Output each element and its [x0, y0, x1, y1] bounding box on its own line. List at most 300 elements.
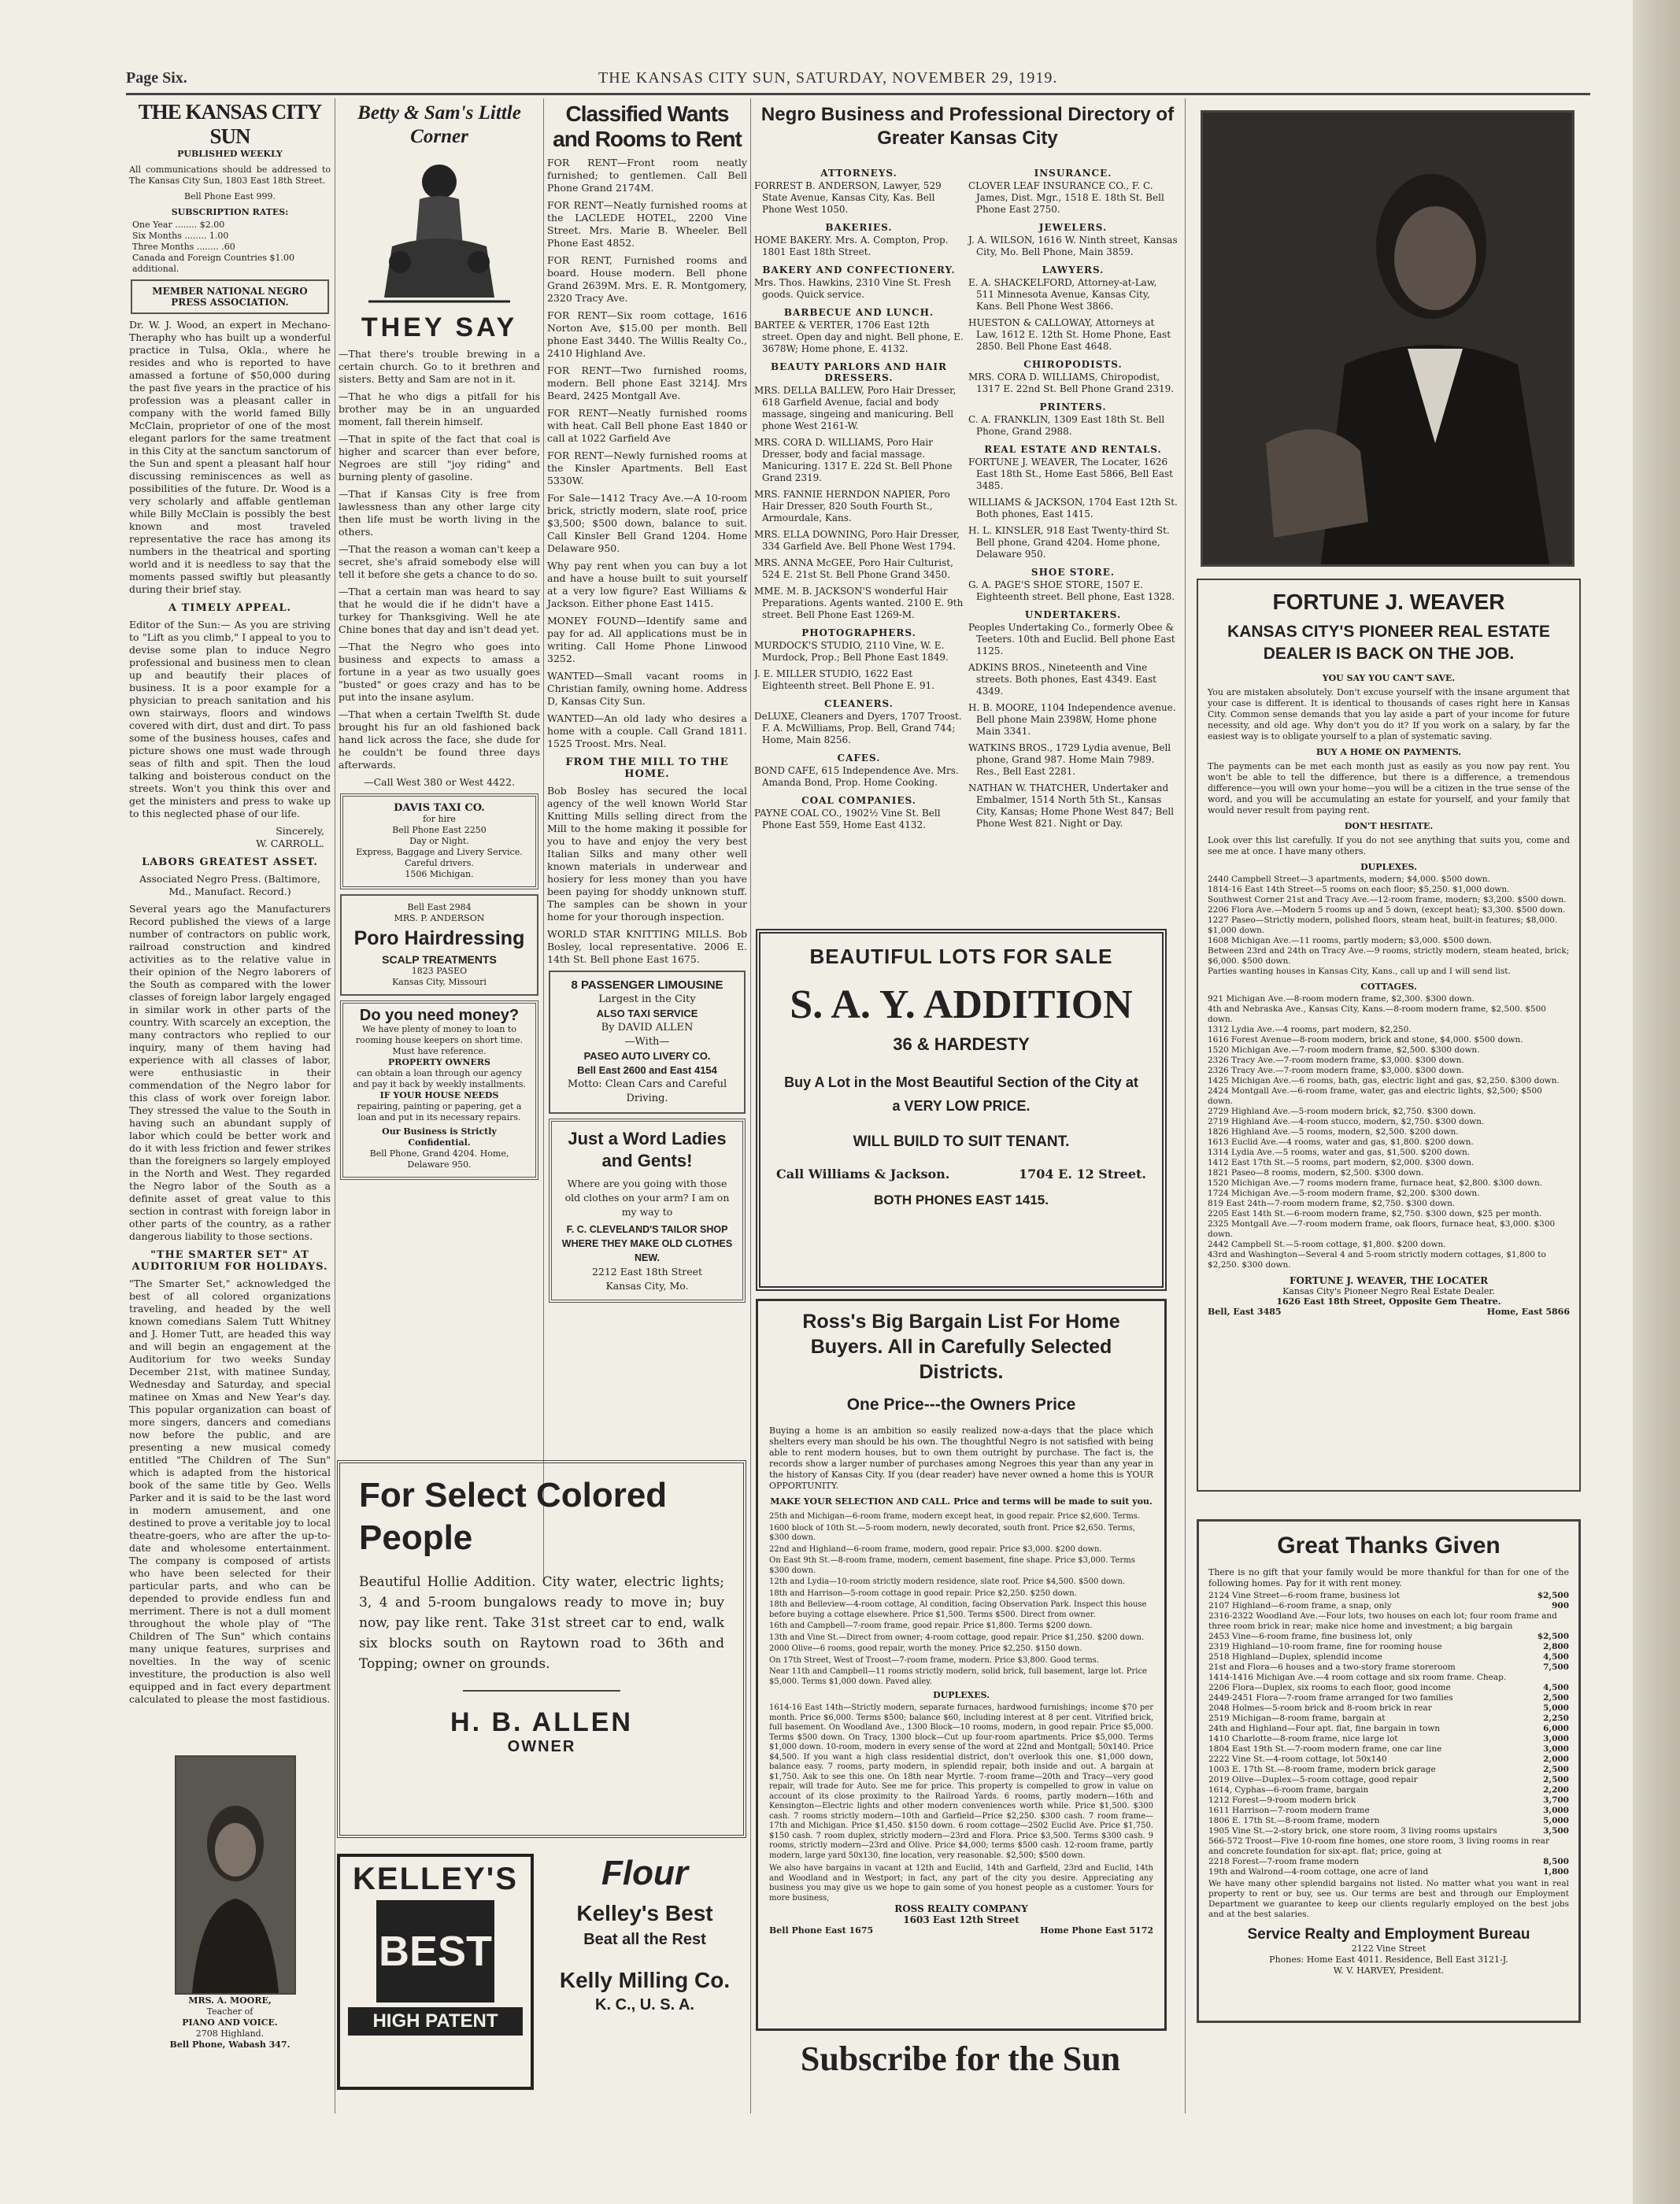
mill-signature: WORLD STAR KNITTING MILLS. Bob Bosley, local representative. 2006 E. 14th St. Bell phone East 1675. — [547, 928, 747, 965]
story-dr-wood: Dr. W. J. Wood, an expert in Mechano-Theraphy who has built up a wonderful practice in Tulsa, Okla., where he resides and who is reported to have amassed a fortune of $50,000 during the past five years in the practice of his profession was a pleasant caller in company with the world famed Billy McClain, proprietor of one of the most elegant parlors for the same treatment in this City at the sanctum sanctorum of the Sun and spent a pleasant half hour discussing reminiscences as well as possibilities of the future. Dr. Wood is a very scholarly and affable gentleman while Billy McClain is possibly the best known and most traveled representative the race has among its numbers in the theatrical and sporting world and it is needless to say that the moments passed swiftly but pleasantly during their brief stay. — [129, 319, 331, 595]
listing-description: 1410 Charlotte—8-room frame, nice large lot — [1208, 1734, 1398, 1744]
cottage-listing: 2719 Highland Ave.—4-room stucco, modern, $2,750. $300 down. — [1208, 1117, 1485, 1126]
listing-price: 900 — [1552, 1601, 1569, 1610]
weaver-headline: KANSAS CITY'S PIONEER REAL ESTATE DEALER IS BACK ON THE JOB. — [1227, 623, 1550, 663]
directory-category: PRINTERS. — [1039, 401, 1107, 412]
directory-right — [968, 161, 1178, 834]
directory-listing: H. B. MOORE, 1104 Independence avenue. Bell phone Main 2398W, Home phone Main 3341. — [968, 702, 1176, 737]
thanks-phones: Phones: Home East 4011. Residence, Bell East 3121-J. — [1269, 1954, 1508, 1965]
allen-body: Beautiful Hollie Addition. City water, electric lights; 3, 4 and 5-room bungalows ready to move in; buy now, pay like rent. Take 31st street car to end, walk six blocks south on Raytown road to 36th and Topping; owner on grounds. — [359, 1574, 724, 1672]
listing-price: 2,000 — [1543, 1755, 1569, 1764]
listing-price: 2,250 — [1543, 1714, 1569, 1723]
ross-heading: Ross's Big Bargain List For Home Buyers. All in Carefully Selected Districts. — [802, 1311, 1120, 1383]
gossip-item: —That when a certain Twelfth St. dude brought his fur an old fashioned back hand lick across the face, she dude for he couldn't be found three days afterwards. — [339, 708, 540, 771]
cottage-listing: 1312 Lydia Ave.—4 rooms, part modern, $2,250. — [1208, 1025, 1412, 1034]
ross-address: 1603 East 12th Street — [903, 1914, 1019, 1925]
appeal-signature: W. CARROLL. — [256, 838, 324, 849]
poro-phone: Bell East 2984 — [407, 902, 472, 912]
listing-price: 4,500 — [1543, 1652, 1569, 1662]
listing-price: 2,500 — [1543, 1693, 1569, 1703]
limo-line: Largest in the City — [598, 993, 696, 1005]
moore-portrait — [175, 1755, 296, 1995]
lots-phones: BOTH PHONES EAST 1415. — [873, 1193, 1049, 1207]
lots-location: 36 & HARDESTY — [893, 1034, 1030, 1054]
directory-listing: MRS. DELLA BALLEW, Poro Hair Dresser, 618 Garfield Avenue, facial and body massage, singeing and manicuring. Bell phone West 2161-W. — [754, 385, 957, 431]
directory-category: BAKERIES. — [825, 222, 893, 233]
classified-ad: MONEY FOUND—Identify same and pay for ad. All applications must be in writing. Call Home Phone Linwood 3252. — [547, 615, 747, 664]
thanks-listing — [1208, 1714, 1569, 1724]
allen-ad — [337, 1460, 746, 1838]
thanks-listing — [1208, 1816, 1569, 1826]
listing-description: 2519 Michigan—8-room frame, bargain at — [1208, 1714, 1386, 1723]
kelley-slogan2: Beat all the Rest — [583, 1931, 706, 1948]
cottage-listing: 43rd and Washington—Several 4 and 5-room strictly modern cottages, $1,800 to $2,250. $300 down. — [1208, 1250, 1546, 1270]
cottage-listing: 2424 Montgall Ave.—6-room frame, water, gas and electric lights, $2,500; $500 down. — [1208, 1086, 1542, 1106]
listing-description: 2019 Olive—Duplex—5-room cottage, good repair — [1208, 1775, 1418, 1784]
weaver-paragraph: You are mistaken absolutely. Don't excuse yourself with the insane argument that your case is different. It is identical to thousands of cases right here in Kansas City. Common sense demands that you lay aside a part of your income for future necessity, and old age. Why don't you do it? If you work on a salary, by far the easiest way is to obligate yourself to a plan of systematic saving. — [1208, 687, 1570, 741]
logo-kelleys: KELLEY'S — [353, 1862, 518, 1896]
they-say-heading: THEY SAY — [361, 312, 518, 342]
directory-listing: MME. M. B. JACKSON'S wonderful Hair Preparations. Agents wanted. 2100 E. 9th street. Bell Phone East 1269-M. — [754, 586, 964, 620]
cottage-listing: 921 Michigan Ave.—8-room modern frame, $2,300. $300 down. — [1208, 994, 1475, 1004]
directory-category: CHIROPODISTS. — [1023, 359, 1123, 370]
classified-ad: FOR RENT—Neatly furnished rooms at the LACLEDE HOTEL, 2200 Vine Street. Mrs. Marie B. Wheeler. Bell Phone East 4852. — [547, 199, 747, 249]
directory-listing: FORTUNE J. WEAVER, The Locater, 1626 East 18th St., Home East 5866, Bell East 3485. — [968, 457, 1173, 491]
ross-listing: 16th and Campbell—7-room frame, good repair. Price $1,800. Terms $200 down. — [769, 1622, 1093, 1630]
directory-listing: E. A. SHACKELFORD, Attorney-at-Law, 511 Minnesota Avenue, Kansas City, Kans. Bell Phone West 3866. — [968, 277, 1157, 312]
lots-build: WILL BUILD TO SUIT TENANT. — [853, 1133, 1070, 1150]
appeal-heading: A TIMELY APPEAL. — [168, 602, 292, 614]
thanks-listing — [1208, 1755, 1569, 1765]
thanks-listing — [1208, 1734, 1569, 1744]
ross-make: MAKE YOUR SELECTION AND CALL. Price and terms will be made to suit you. — [770, 1496, 1153, 1507]
ross-subheading: One Price---the Owners Price — [846, 1396, 1076, 1414]
cottage-listing: 1826 Highland Ave.—5 rooms, modern, $2,500. $200 down. — [1208, 1127, 1459, 1137]
page-number: Page Six. — [126, 69, 187, 87]
tailor-slogan: WHERE THEY MAKE OLD CLOTHES NEW. — [561, 1238, 733, 1263]
duplex-listing: 2440 Campbell Street—3 apartments, modern; $4,000. $500 down. — [1208, 875, 1490, 884]
corner-illustration — [345, 152, 534, 309]
thanks-listing — [1208, 1826, 1569, 1836]
weaver-cottage-list — [1208, 994, 1570, 1270]
appeal-letter: Editor of the Sun:— As you are striving to "Lift as you climb," I appeal to you to devise some plan to induce Negro professional and business men to clean up and beautify their places of business. It is a poor example for a physician to preach sanitation and his own stairways, floors and windows covered with dirt, dust and dirt. To pass some of the business houses, cafes and picture shows one must wade through seas of filth and spit. Then the loud talking and boisterous conduct on the streets. Won't you think this over and get the ministers and press to wake up to this neglected phase of our life. — [129, 619, 331, 819]
listing-price: 5,000 — [1543, 1816, 1569, 1825]
thanks-listing — [1208, 1652, 1569, 1662]
directory-category: PHOTOGRAPHERS. — [801, 627, 916, 638]
rates-list — [132, 220, 327, 275]
gossip-item: —That a certain man was heard to say that he would die if he didn't have a turkey for Thanksgiving. Well he ate Chine bones that day and isn't dead yet. — [339, 586, 540, 635]
directory-category: BEAUTY PARLORS AND HAIR DRESSERS. — [771, 361, 947, 383]
listing-description: 19th and Walrond—4-room cottage, one acre of land — [1208, 1867, 1429, 1877]
moore-line: PIANO AND VOICE. — [182, 2017, 278, 2028]
kelley-copy — [543, 1854, 746, 2014]
classified-ad: For Sale—1412 Tracy Ave.—A 10-room brick, strictly modern, slate roof, price $3,500; $500 down, balance to suit. Call Kinsler Bell Grand 1204. Home Delaware 950. — [547, 492, 747, 554]
listing-description: 1614, Cyphas—6-room frame, bargain — [1208, 1785, 1369, 1795]
directory-category: COAL COMPANIES. — [801, 795, 916, 806]
directory-listing: J. E. MILLER STUDIO, 1622 East Eighteenth street. Bell Phone E. 91. — [754, 668, 935, 691]
directory-listing: NATHAN W. THATCHER, Undertaker and Embalmer, 1514 North 5th St., Kansas City, Kansas; Home Phone West 847; Bell Phone West 821. Night or Day. — [968, 782, 1175, 829]
loan-heading: Do you need money? — [359, 1007, 520, 1024]
tailor-ad — [549, 1119, 746, 1303]
directory-listing: J. A. WILSON, 1616 W. Ninth street, Kansas City, Mo. Bell Phone, Main 3859. — [968, 235, 1178, 257]
directory-category: BAKERY AND CONFECTIONERY. — [762, 264, 956, 276]
directory-listing: MRS. FANNIE HERNDON NAPIER, Poro Hair Dresser, 820 South Fourth St., Armourdale, Kans. — [754, 489, 950, 523]
poro-ad — [340, 894, 538, 996]
loan-confidential: Our Business is Strictly Confidential. — [382, 1126, 497, 1148]
directory-listing: BARTEE & VERTER, 1706 East 12th street. Open day and night. Bell phone, E. 3678W; Home phone, E. 4132. — [754, 320, 964, 354]
limo-line: PASEO AUTO LIVERY CO. — [583, 1050, 711, 1062]
lots-call: Call Williams & Jackson. — [776, 1167, 950, 1182]
classified-ad: WANTED—Small vacant rooms in Christian family, owning home. Address D, Kansas City Sun. — [547, 670, 747, 707]
weaver-paragraph: The payments can be met each month just as easily as you now pay rent. You won't be able to tell the difference, but there is a difference, a tremendous difference—you will own your home—you will be a citizen in the true sense of the word, and you will be accumulating an estate for yourself, and your family that would never result from paying rent. — [1208, 761, 1570, 815]
classified-ad: FOR RENT—Newly furnished rooms at the Kinsler Apartments. Bell East 5330W. — [547, 449, 747, 486]
ross-listing: On 17th Street, West of Troost—7-room frame, modern. Price $3,800. Good terms. — [769, 1655, 1099, 1665]
ross-listing: 18th and Harrison—5-room cottage in good repair. Price $2,250. $250 down. — [769, 1588, 1077, 1598]
subscribe-banner: Subscribe for the Sun — [800, 2039, 1121, 2078]
directory-listing: HOME BAKERY. Mrs. A. Compton, Prop. 1801 East 18th Street. — [754, 235, 949, 257]
weaver-duplex-list — [1208, 875, 1570, 977]
thanks-listing — [1208, 1683, 1569, 1693]
weaver-signature: FORTUNE J. WEAVER, THE LOCATER — [1289, 1275, 1489, 1286]
cottage-listing: 1425 Michigan Ave.—6 rooms, bath, gas, electric light and gas, $2,250. $300 down. — [1208, 1076, 1560, 1085]
directory-category: INSURANCE. — [1034, 168, 1112, 179]
directory-listing: CLOVER LEAF INSURANCE CO., F. C. James, Dist. Mgr., 1518 E. 18th St. Bell Phone East 2750. — [968, 180, 1164, 215]
poro-subtitle: SCALP TREATMENTS — [382, 953, 497, 966]
classifieds-heading: Classified Wants and Rooms to Rent — [553, 102, 742, 151]
thanks-heading: Great Thanks Given — [1277, 1533, 1501, 1559]
poro-proprietor: MRS. P. ANDERSON — [394, 913, 485, 923]
ross-listing: 18th and Belleview—4-room cottage, Al condition, facing Observation Park. Inspect this house before buying a cottage elsewhere. Price $1,500. Terms $500. Direct from owner. — [769, 1600, 1147, 1619]
ross-closing: We also have bargains in vacant at 12th and Euclid, 14th and Garfield, 23rd and Euclid, 14th and Woodland and in Westport; in fact, any part of the city you desire. Appreciating any business you may give us we hope to gain some of you honest people as a customer. Yours for more business, — [769, 1864, 1153, 1903]
taxi-line: Day or Night. — [409, 836, 469, 846]
appeal-closing: Sincerely, — [276, 825, 324, 837]
listing-price: $2,500 — [1537, 1591, 1569, 1600]
cottage-listing: 2442 Campbell St.—5-room cottage, $1,800. $200 down. — [1208, 1240, 1446, 1249]
ross-home: Home Phone East 5172 — [1040, 1925, 1153, 1936]
thanks-president: W. V. HARVEY, President. — [1333, 1965, 1445, 1976]
running-title: THE KANSAS CITY SUN, SATURDAY, NOVEMBER 29, 1919. — [598, 69, 1058, 87]
listing-description: 566-572 Troost—Five 10-room fine homes, one store room, 3 living rooms in rear and concrete foundation for six-apt. flat; price, going at — [1208, 1836, 1549, 1856]
cottage-listing: 1821 Paseo—8 rooms, modern, $2,500. $300 down. — [1208, 1168, 1424, 1178]
moore-line: 2708 Highland. — [195, 2028, 265, 2039]
limo-line: ALSO TAXI SERVICE — [596, 1008, 698, 1019]
thanks-listing — [1208, 1632, 1569, 1642]
thanks-listing — [1208, 1836, 1569, 1857]
column-rule — [750, 98, 751, 2113]
listing-price: 3,000 — [1543, 1744, 1569, 1754]
thanks-listing — [1208, 1591, 1569, 1601]
weaver-hesitate-heading: DON'T HESITATE. — [1344, 821, 1434, 831]
listing-description: 1804 East 19th St.—7-room modern frame, one car line — [1208, 1744, 1442, 1754]
column-rule — [543, 98, 544, 1578]
weaver-name: FORTUNE J. WEAVER — [1272, 590, 1505, 614]
ross-listing: 2000 Olive—6 rooms, good repair, worth the money. Price $2,250. $150 down. — [769, 1644, 1082, 1653]
portrait-photo — [1203, 113, 1572, 564]
loan-subhead: IF YOUR HOUSE NEEDS — [379, 1090, 499, 1100]
listing-description: 24th and Highland—Four apt. flat, fine bargain in town — [1208, 1724, 1441, 1733]
listing-description: 2518 Highland—Duplex, splendid income — [1208, 1652, 1382, 1662]
gossip-item: —That the reason a woman can't keep a secret, she's afraid somebody else will tell it before she gets a chance to do so. — [339, 543, 540, 580]
business-directory — [754, 98, 1181, 909]
smarter-set-article: "The Smarter Set," acknowledged the best of all colored organizations traveling, and headed by the well known comedians Salem Tutt Whitney and J. Homer Tutt, are headed this way and will begin an engagement at the Auditorium for two weeks Sunday December 21st, with matinee Sunday, Wednesday and Saturday, and special matinee on Xmas and New Year's day. This popular organization can boast of more singers, dancers and comedians now before the public, and are presenting a new musical comedy entitled "The Children of The Sun" which is adapted from the historical book of the same title by Geo. Wells Parker and it is said to be the last word in modern amusement, and one destined to prove a veritable joy to local theatre-goers, who are after the up-to-date and wholesome entertainment. The company is composed of artists who have been selected for their particular parts, and who can be depended to provide endless fun and merriment. There is not a dull moment throughout the whole play of "The Children of The Sun" which contains many unique features, surprises and novelties. In the way of scenic investiture, the production is also well equipped and in fact every department calculated to please the most fastidious. — [129, 1278, 331, 1705]
moore-phone: Bell Phone, Wabash 347. — [169, 2039, 290, 2050]
kelley-mill: Kelly Milling Co. — [559, 1968, 731, 1992]
listing-price: 3,500 — [1543, 1826, 1569, 1836]
listing-description: 2107 Highland—6-room frame, a snap, only — [1208, 1601, 1392, 1610]
ross-bell: Bell Phone East 1675 — [769, 1925, 874, 1936]
thanks-listing — [1208, 1611, 1569, 1632]
weaver-buy-heading: BUY A HOME ON PAYMENTS. — [1316, 747, 1462, 757]
ross-company: ROSS REALTY COMPANY — [894, 1903, 1028, 1914]
weaver-portrait — [1201, 110, 1575, 567]
loan-ad — [340, 1000, 538, 1180]
gossip-item: —That there's trouble brewing in a certain church. Go to it brethren and sisters. Betty and Sam are not in it. — [339, 348, 540, 385]
limo-line: Bell East 2600 and East 4154 — [577, 1064, 717, 1076]
column-betty-sam — [337, 98, 542, 1578]
directory-listing: HUESTON & CALLOWAY, Attorneys at Law, 1612 E. 12th St. Home Phone, East 2850. Bell Phone East 4648. — [968, 317, 1171, 352]
weaver-duplex-heading: DUPLEXES. — [1360, 862, 1417, 872]
flour-label: Flour — [601, 1854, 688, 1892]
classified-ad: Why pay rent when you can buy a lot and have a house built to suit yourself at a very low figure? East Williams & Jackson. Either phone East 1415. — [547, 560, 747, 609]
duplex-listing: Between 23rd and 24th on Tracy Ave.—9 rooms, strictly modern, steam heated, brick; $6,000. $500 down. — [1208, 946, 1570, 966]
listing-price: 8,500 — [1543, 1857, 1569, 1866]
cottage-listing: 2326 Tracy Ave.—7-room modern frame, $3,000. $300 down. — [1208, 1056, 1464, 1065]
thanks-listing — [1208, 1857, 1569, 1867]
cottage-listing: 1520 Michigan Ave.—7 rooms modern frame, furnace heat, $2,800. $300 down. — [1208, 1178, 1542, 1188]
poro-city: Kansas City, Missouri — [392, 977, 487, 987]
taxi-line: for hire — [423, 814, 456, 824]
directory-listing: ADKINS BROS., Nineteenth and Vine streets. Both phones, East 4349. East 4349. — [968, 662, 1156, 697]
page-binding-edge — [1633, 0, 1680, 2204]
published-weekly: PUBLISHED WEEKLY — [177, 149, 283, 159]
listing-description: 2449-2451 Flora—7-room frame arranged for two families — [1208, 1693, 1453, 1703]
allen-name: H. B. ALLEN — [450, 1707, 633, 1737]
ross-duplex-heading: DUPLEXES. — [933, 1690, 990, 1700]
cottage-listing: 1616 Forest Avenue—8-room modern, brick and stone, $4,000. $500 down. — [1208, 1035, 1523, 1045]
thanks-listing — [1208, 1662, 1569, 1673]
column-classifieds — [546, 98, 749, 1578]
say-addition-ad — [756, 929, 1167, 1291]
listing-price: 3,000 — [1543, 1806, 1569, 1815]
duplex-listing: 1608 Michigan Ave.—11 rooms, partly modern; $3,000. $500 down. — [1208, 936, 1493, 945]
labor-article: Several years ago the Manufacturers Record published the views of a large number of contractors on public work, railroad construction and kindred activities as to the relative value in their opinion of the Negro laborers of the South as compared with the lower classes of foreign labor largely engaged in similar work in other parts of the country. With scarcely an exception, the many contractors who replied to our inquiry, many of them having had experience with all classes of labor, were enthusiastic in their commendation of the Negro labor for this class of work over foreign labor. They stressed the value to the South in having such an abundant supply of labor which could be better work and do it with less friction and fewer strikes than the foreigners so largely employed in the North and West. They regarded the Negro labor of the South as a definite asset of great value to this section in contrast with foreign labor in other parts of the country, as a rather dangerous liability to those sections. — [129, 903, 331, 1242]
thanks-listing — [1208, 1693, 1569, 1703]
gossip-item: —That if Kansas City is free from lawlessness than any other large city then life must be worth living in the others. — [339, 488, 540, 538]
cottage-listing: 4th and Nebraska Ave., Kansas City, Kans.—8-room modern frame, $2,500. $500 down. — [1208, 1004, 1546, 1024]
thanks-listing — [1208, 1765, 1569, 1775]
directory-category: REAL ESTATE AND RENTALS. — [984, 444, 1162, 455]
thanks-listing — [1208, 1673, 1569, 1683]
taxi-ad — [340, 793, 538, 889]
classified-ad: FOR RENT—Front room neatly furnished; to gentlemen. Call Bell Phone Grand 2174M. — [547, 157, 747, 194]
kelley-city: K. C., U. S. A. — [595, 1996, 694, 2014]
cottage-listing: 1412 East 17th St.—5 rooms, part modern, $2,000. $300 down. — [1208, 1158, 1475, 1167]
weaver-phones — [1208, 1307, 1570, 1317]
logo-best: BEST — [376, 1900, 494, 2002]
weaver-ad — [1197, 579, 1581, 1492]
corner-title: Betty & Sam's Little Corner — [357, 102, 521, 147]
tailor-name: F. C. CLEVELAND'S TAILOR SHOP — [566, 1224, 728, 1235]
listing-description: 2319 Highland—10-room frame, fine for rooming house — [1208, 1642, 1442, 1651]
taxi-name: DAVIS TAXI CO. — [394, 802, 485, 814]
ross-bargain-ad — [756, 1299, 1167, 2031]
weaver-cottage-heading: COTTAGES. — [1360, 982, 1417, 992]
mill-article: Bob Bosley has secured the local agency of the well known World Star Knitting Mills selling direct from the Mill to the home making it possible for you to have and enjoy the very best Italian Silks and many other well known materials in underwear and hosiery for less money than you have been paying for shoddy unknown stuff. The samples can be shown in your home for your thorough inspection. — [547, 785, 747, 923]
rates-heading: SUBSCRIPTION RATES: — [171, 207, 289, 217]
weaver-bell: Bell, East 3485 — [1208, 1307, 1282, 1317]
portrait-photo — [176, 1757, 294, 1993]
lots-body: Buy A Lot in the Most Beautiful Section of the City at a VERY LOW PRICE. — [784, 1074, 1138, 1114]
directory-listing: Mrs. Thos. Hawkins, 2310 Vine St. Fresh goods. Quick service. — [754, 277, 952, 300]
press-association-box: MEMBER NATIONAL NEGRO PRESS ASSOCIATION. — [131, 279, 329, 314]
directory-listing: WATKINS BROS., 1729 Lydia avenue, Bell phone, Grand 987. Home Main 7989. Res., Bell East 2281. — [968, 742, 1171, 777]
listing-description: 1414-1416 Michigan Ave.—4 room cottage and six room frame. Cheap. — [1208, 1673, 1507, 1682]
listing-description: 1212 Forest—9-room modern brick — [1208, 1795, 1356, 1805]
listing-description: 1905 Vine St.—2-story brick, one store room, 3 living rooms upstairs — [1208, 1826, 1497, 1836]
directory-listing: H. L. KINSLER, 918 East Twenty-third St. Bell phone, Grand 4204. Home phone, Delaware 950. — [968, 525, 1170, 560]
cottage-listing: 2729 Highland Ave.—5-room modern brick, $2,750. $300 down. — [1208, 1107, 1476, 1116]
cottage-listing: 2326 Tracy Ave.—7-room modern frame, $3,000. $300 down. — [1208, 1066, 1464, 1075]
listing-price: $2,500 — [1537, 1632, 1569, 1641]
column-editorial — [128, 98, 332, 2113]
listing-price: 4,500 — [1543, 1683, 1569, 1692]
thanks-listing — [1208, 1785, 1569, 1795]
rate-line: Six Months ........ 1.00 — [132, 231, 229, 241]
limo-line: Motto: Clean Cars and Careful Driving. — [567, 1078, 727, 1104]
gossip-item: —That he who digs a pitfall for his brother may be in an unguarded moment, fall therein himself. — [339, 390, 540, 427]
thanks-ad — [1197, 1519, 1581, 2023]
running-head — [126, 69, 1590, 93]
directory-listing: MRS. ANNA McGEE, Poro Hair Culturist, 524 E. 21st St. Bell Phone Grand 3450. — [754, 557, 953, 580]
thanks-listing — [1208, 1867, 1569, 1877]
loan-text: We have plenty of money to loan to rooming house keepers on short time. Must have reference. — [355, 1024, 524, 1056]
listing-description: 2453 Vine—6-room frame, fine business lot, only — [1208, 1632, 1413, 1641]
thanks-listings — [1208, 1591, 1569, 1877]
tailor-address: 2212 East 18th Street — [591, 1266, 703, 1278]
directory-category: UNDERTAKERS. — [1024, 609, 1122, 620]
cottage-listing: 1613 Euclid Ave.—4 rooms, water and gas, $1,800. $200 down. — [1208, 1137, 1474, 1147]
duplex-listing: 1227 Paseo—Strictly modern, polished floors, steam heat, built-in features; $8,000. $1,000 down. — [1208, 915, 1558, 935]
ross-listing: On East 9th St.—8-room frame, modern, cement basement, fine shape. Price $3,000. Terms $300 down. — [769, 1556, 1135, 1575]
ross-listing: 1600 block of 10th St.—5-room modern, newly decorated, south front. Price $2,650. Terms, $300 down. — [769, 1523, 1136, 1542]
directory-listing: DeLUXE, Cleaners and Dyers, 1707 Troost. F. A. McWilliams, Prop. Bell, Grand 744; Home, Main 8256. — [754, 711, 962, 745]
ross-listing: 13th and Vine St.—Direct from owner; 4-room cottage, good repair. Price $1,250. $200 down. — [769, 1633, 1145, 1642]
listing-price: 6,000 — [1543, 1724, 1569, 1733]
listing-description: 2222 Vine St.—4-room cottage, lot 50x140 — [1208, 1755, 1387, 1764]
duplex-listing: 2206 Flora Ave.—Modern 5 rooms up and 5 down, (except heat); $3,300. $500 down. — [1208, 905, 1566, 915]
duplex-listing: 1814-16 East 14th Street—5 rooms on each floor; $5,250. $1,000 down. — [1208, 885, 1510, 894]
listing-description: 2316-2322 Woodland Ave.—Four lots, two houses on each lot; four room frame and three room brick in rear; make nice home and investment; a big bargain — [1208, 1611, 1557, 1631]
listing-description: 1003 E. 17th St.—8-room frame, modern brick garage — [1208, 1765, 1436, 1774]
allen-owner: OWNER — [507, 1738, 576, 1755]
weaver-paragraph: Look over this list carefully. If you do not see anything that suits you, come and see me at once. I have many others. — [1208, 835, 1570, 856]
directory-title: Negro Business and Professional Directory of Greater Kansas City — [760, 104, 1175, 149]
directory-left — [754, 161, 964, 836]
limo-line: 8 PASSENGER LIMOUSINE — [571, 978, 723, 992]
duplex-listing: Southwest Corner 21st and Tracy Ave.—12-room frame, modern; $3,200. $500 down. — [1208, 895, 1567, 904]
lots-name: S. A. Y. ADDITION — [790, 982, 1133, 1027]
listing-price: 7,500 — [1543, 1662, 1569, 1672]
ross-listing: 12th and Lydia—10-room strictly modern residence, slate roof. Price $4,500. $500 down. — [769, 1577, 1126, 1586]
taxi-line: Express, Baggage and Livery Service. Careful drivers. — [356, 847, 523, 868]
directory-category: CAFES. — [837, 753, 881, 764]
lots-contact — [776, 1167, 1146, 1182]
directory-listing: G. A. PAGE'S SHOE STORE, 1507 E. Eighteenth street. Bell phone, East 1328. — [968, 579, 1175, 602]
classified-ad: FOR RENT—Neatly furnished rooms with heat. Call Bell phone East 1840 or call at 1022 Garfield Ave — [547, 407, 747, 444]
rate-line: Three Months ........ .60 — [132, 242, 235, 252]
mill-heading: FROM THE MILL TO THE HOME. — [565, 756, 729, 780]
listing-description: 2218 Forest—7-room frame modern — [1208, 1857, 1360, 1866]
moore-caption — [128, 1995, 332, 2051]
labor-heading: LABORS GREATEST ASSET. — [142, 856, 318, 868]
column-rule — [1185, 98, 1186, 2113]
cottage-listing: 1520 Michigan Ave.—7-room modern frame, $2,500. $300 down. — [1208, 1045, 1480, 1055]
directory-listing: WILLIAMS & JACKSON, 1704 East 12th St. Both phones, East 1415. — [968, 497, 1178, 520]
tailor-text: Where are you going with those old clothes on your arm? I am on my way to — [564, 1178, 730, 1218]
listing-price: 2,800 — [1543, 1642, 1569, 1651]
moore-line: Teacher of — [206, 2006, 253, 2017]
weaver-cant-heading: YOU SAY YOU CAN'T SAVE. — [1322, 673, 1456, 683]
logo-high-patent: HIGH PATENT — [348, 2007, 523, 2036]
directory-category: JEWELERS. — [1038, 222, 1108, 233]
thanks-listing — [1208, 1703, 1569, 1714]
listing-description: 2206 Flora—Duplex, six rooms to each floor, good income — [1208, 1683, 1451, 1692]
weaver-home: Home, East 5866 — [1486, 1307, 1570, 1317]
listing-price: 3,700 — [1543, 1795, 1569, 1805]
kelley-logo — [337, 1854, 534, 2090]
directory-listing: BOND CAFE, 615 Independence Ave. Mrs. Amanda Bond, Prop. Home Cooking. — [754, 765, 959, 788]
directory-listing: PAYNE COAL CO., 1902½ Vine St. Bell Phone East 559, Home East 4132. — [754, 808, 941, 830]
gossip-item: —That in spite of the fact that coal is higher and scarcer than ever before, Negroes are still "joy riding" and burning plenty of gasoline. — [339, 433, 540, 483]
listing-price: 5,000 — [1543, 1703, 1569, 1713]
directory-category: SHOE STORE. — [1031, 567, 1116, 578]
ross-duplex-text: 1614-16 East 14th—Strictly modern, separate furnaces, hardwood furnishings; income $70 per month. Price $6,000. Terms $500; balance $60, including interest at 8 per cent. Vitrified brick, full basement. On Woodland Ave., 1300 Block—10 rooms, modern, in good repair. Price $5,000. Terms $500 down. On Tracy, 1300 block—Cut up four-room apartments. Price $5,000. Terms $1,000 down. 10-room, modern in every sense of the word at 22nd and Montgall; 50x140. Price $4,500. If you want a high class residential district, don't overlook this one. $1,000 down, balance easy. 7 rooms, party modern, in splendid repair, both inside and out. A bargain at $1,750. Ask to see this one. On 18th near Myrtle. 7-room frame—20th and Tracy—very good repair, will trade for Auto. See me for price. This property is compelled to grow in value on account of its close proximity to the Railroad Yards. 6 rooms, partly modern—16th and Kensington—Electric lights and other modern conveniences worth while. Price $1,500. $300 cash. 7 rooms strictly modern—10th and Garfield—Price $2,250. $300 cash. 7 room frame—17th and Michigan. Price $1,450. $150 down. 6 room cottage—2502 Euclid Ave. Price $1,750. $150 cash. 7 room duplex, strictly modern—23rd and Flora. Price $3,500. Terms $300 cash. 9 rooms, strictly modern—23rd and Olive. Price $4,000; terms $500 cash. 12-room frame, partly modern, large yard 50x130, fine location, very reasonable. $2,500; $500 down. — [769, 1703, 1153, 1860]
cottage-listing: 819 East 24th—7-room modern frame, $2,750. $300 down. — [1208, 1199, 1456, 1208]
loan-text: repairing, painting or papering, get a loan and put in its necessary repairs. — [357, 1101, 522, 1122]
weaver-sign-line: Kansas City's Pioneer Negro Real Estate Dealer. — [1282, 1286, 1495, 1296]
listing-description: 21st and Flora—6 houses and a two-story frame storeroom — [1208, 1662, 1456, 1672]
listing-price: 3,000 — [1543, 1734, 1569, 1744]
limo-line: —With— — [624, 1036, 670, 1048]
directory-listing: MRS. CORA D. WILLIAMS, Chiropodist, 1317 E. 22nd St. Bell Phone Grand 2319. — [968, 372, 1175, 394]
loan-phone: Bell Phone, Grand 4204. Home, Delaware 950. — [369, 1148, 509, 1170]
listing-description: 2048 Holmes—5-room brick and 8-room brick in rear — [1208, 1703, 1432, 1713]
cottage-listing: 1314 Lydia Ave.—5 rooms, water and gas, $1,500. $200 down. — [1208, 1148, 1471, 1157]
directory-listing: MURDOCK'S STUDIO, 2110 Vine, W. E. Murdock, Prop.; Bell Phone East 1849. — [754, 640, 949, 663]
cottage-listing: 2325 Montgall Ave.—7-room modern frame, oak floors, furnace heat, $3,000. $300 down. — [1208, 1219, 1556, 1239]
thanks-intro: There is no gift that your family would be more thankful for than for one of the following homes. Pay for it with rent money. — [1208, 1567, 1569, 1588]
taxi-line: Bell Phone East 2250 — [392, 825, 487, 835]
thanks-address: 2122 Vine Street — [1351, 1943, 1427, 1954]
directory-category: ATTORNEYS. — [820, 168, 897, 179]
labor-source: Associated Negro Press. (Baltimore, Md., Manufact. Record.) — [139, 873, 320, 897]
listing-description: 1611 Harrison—7-room modern frame — [1208, 1806, 1370, 1815]
bell-phone: Bell Phone East 999. — [184, 191, 276, 202]
duplex-listing: Parties wanting houses in Kansas City, Kans., call up and I will send list. — [1208, 967, 1511, 976]
allen-title: For Select Colored People — [359, 1476, 668, 1557]
moore-name: MRS. A. MOORE, — [188, 1995, 272, 2006]
limo-line: By DAVID ALLEN — [601, 1022, 694, 1034]
loan-text: can obtain a loan through our agency and pay it back by weekly installments. — [353, 1068, 526, 1089]
thanks-closing: We have many other splendid bargains not listed. No matter what you want in real property to rent or buy, see us. Our terms are best and through our Employment Department we guarantee to keep our clients regularly employed on the best jobs and at the best salaries. — [1208, 1879, 1569, 1919]
directory-listing: C. A. FRANKLIN, 1309 East 18th St. Bell Phone, Grand 2988. — [968, 414, 1165, 437]
classified-ad: WANTED—An old lady who desires a home with a couple. Call Grand 1811. 1525 Troost. Mrs. Neal. — [547, 712, 747, 749]
directory-category: BARBECUE AND LUNCH. — [783, 307, 934, 318]
listing-price: 2,500 — [1543, 1765, 1569, 1774]
cottage-listing: 2205 East 14th St.—6-room modern frame, $2,750. $300 down, $25 per month. — [1208, 1209, 1542, 1218]
ross-listings — [769, 1512, 1153, 1687]
tailor-heading: Just a Word Ladies and Gents! — [568, 1129, 727, 1170]
